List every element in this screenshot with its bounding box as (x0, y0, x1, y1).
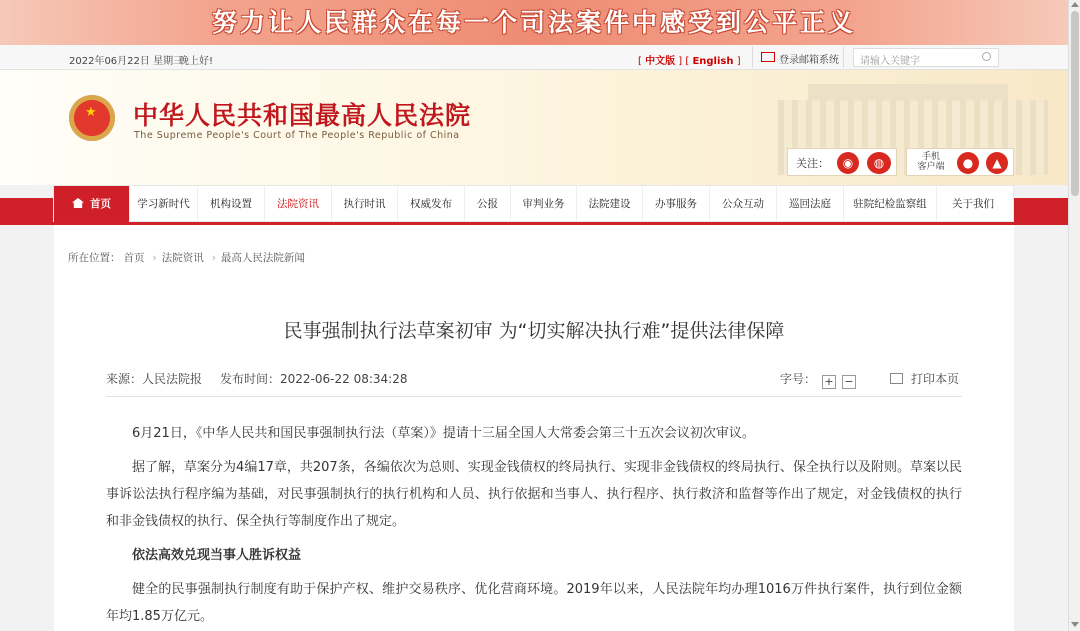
mail-login-link[interactable] (752, 46, 844, 68)
print-label: 打印本页 (911, 372, 960, 386)
follow-panel (787, 148, 897, 176)
wechat-icon[interactable]: ◍ (867, 152, 891, 174)
follow-label: 关注： (796, 157, 829, 170)
nav-label: 机构设置 (210, 198, 252, 210)
nav-label: 驻院纪检监察组 (853, 198, 927, 210)
site-title-english: The Supreme People's Court of The People's Republic of China (134, 130, 460, 141)
nav-item-execution-news[interactable] (332, 186, 398, 222)
info-bar (0, 45, 1068, 70)
breadcrumb-home[interactable]: 首页 (123, 252, 145, 264)
nav-label: 执行时讯 (343, 198, 386, 210)
nav-item-organization[interactable] (198, 186, 265, 222)
article-paragraph: 6月21日，《中华人民共和国民事强制执行法（草案）》提请十三届全国人大常委会第三十五次会议初次审议。 (132, 426, 755, 441)
search-input[interactable] (853, 48, 999, 67)
nav-label: 权威发布 (410, 198, 452, 210)
breadcrumb-prefix: 所在位置： (68, 252, 121, 264)
envelope-icon (761, 52, 775, 62)
article-subheading: 依法高效兑现当事人胜诉权益 (132, 548, 302, 563)
search-placeholder: 请输入关键字 (860, 56, 920, 67)
scroll-down-icon[interactable] (1071, 622, 1079, 627)
breadcrumb (68, 250, 308, 265)
article-paragraph: 据了解，草案分为4编17章，共207条，各编依次为总则、实现金钱债权的终局执行、实现非金钱债权的终局执行、保全执行以及附则。草案以民事诉讼法执行程序编为基础，对民事强制执行的执行机构和人员、执行依据和当事人、执行程序、执行救济和监督等作出了规定，对金钱债权的执行和非金钱债权的执行、保全执行等制度作出了规定。 (106, 460, 962, 529)
scroll-up-icon[interactable] (1071, 2, 1079, 7)
lang-bracket-close: ] (736, 56, 741, 67)
nav-label: 法院资讯 (277, 198, 319, 210)
nav-item-home[interactable] (54, 186, 130, 222)
nav-item-study[interactable] (130, 186, 198, 222)
apple-icon[interactable]: ● (957, 152, 979, 174)
chevron-right-icon: › (152, 252, 157, 264)
lang-chinese-link[interactable]: 中文版 (645, 56, 676, 67)
article-paragraph: 健全的民事强制执行制度有助于保护产权、维护交易秩序、优化营商环境。2019年以来，人民法院年均办理1016万件执行案件，执行到位金额年均1.85万亿元。 (106, 582, 962, 624)
nav-label: 公众互动 (722, 198, 764, 210)
lang-english-link[interactable]: English (692, 56, 734, 67)
scrollbar-thumb[interactable] (1071, 11, 1079, 196)
nav-label: 学习新时代 (137, 198, 190, 210)
lang-bracket-mid: ] [ (678, 56, 690, 67)
nav-item-services[interactable] (643, 186, 710, 222)
article-title: 民事强制执行法草案初审 为“切实解决执行难”提供法律保障 (283, 320, 785, 342)
font-decrease-button[interactable]: − (842, 375, 856, 389)
site-title[interactable]: 中华人民共和国最高人民法院 (133, 101, 472, 130)
article-meta (106, 370, 407, 387)
nav-label: 审判业务 (522, 198, 565, 210)
vertical-scrollbar[interactable] (1068, 0, 1080, 631)
font-size-tool (780, 370, 856, 389)
mobile-client-panel (906, 148, 1014, 176)
nav-item-releases[interactable] (398, 186, 465, 222)
nav-item-court-news[interactable] (265, 186, 332, 222)
nav-label: 首页 (90, 198, 111, 210)
nav-label: 法院建设 (588, 198, 631, 210)
nav-label: 公报 (477, 198, 498, 210)
main-content (54, 225, 1014, 631)
nav-item-about[interactable] (937, 186, 1009, 222)
greeting: 晚上好! (179, 56, 214, 67)
main-nav (53, 185, 1014, 222)
current-date: 2022年06月22日 星期三 (69, 56, 184, 67)
font-size-label: 字号： (780, 372, 817, 386)
chevron-right-icon: › (211, 252, 216, 264)
nav-label: 关于我们 (952, 198, 994, 210)
nav-item-interaction[interactable] (710, 186, 777, 222)
nav-label: 办事服务 (655, 198, 697, 210)
article-body (106, 420, 962, 631)
home-icon (72, 198, 84, 208)
article-source: 来源：人民法院报 (106, 372, 203, 386)
divider (106, 396, 962, 397)
breadcrumb-spc-news[interactable]: 最高人民法院新闻 (220, 252, 305, 264)
language-switch (638, 52, 741, 67)
lang-bracket-open: [ (638, 56, 642, 67)
nav-item-trial[interactable] (511, 186, 577, 222)
nav-item-discipline[interactable] (844, 186, 937, 222)
android-icon[interactable]: ▲ (986, 152, 1008, 174)
top-banner (0, 0, 1068, 45)
banner-slogan: 努力让人民群众在每一个司法案件中感受到公平正义 (211, 8, 856, 37)
mail-login-label: 登录邮箱系统 (779, 55, 839, 66)
nav-label: 巡回法庭 (789, 198, 831, 210)
national-emblem-icon[interactable]: ★ (69, 95, 115, 141)
mobile-client-label[interactable] (913, 152, 949, 172)
article-publish-time: 发布时间：2022-06-22 08:34:28 (220, 372, 408, 386)
nav-item-gazette[interactable] (465, 186, 511, 222)
search-icon[interactable] (982, 52, 991, 61)
print-button[interactable] (890, 370, 959, 387)
printer-icon (890, 373, 903, 384)
weibo-icon[interactable]: ◉ (837, 152, 859, 174)
nav-item-court-building[interactable] (577, 186, 643, 222)
mobile-label-line2: 客户端 (917, 162, 945, 172)
nav-item-circuit[interactable] (777, 186, 844, 222)
font-increase-button[interactable]: + (822, 375, 836, 389)
breadcrumb-court-news[interactable]: 法院资讯 (161, 252, 204, 264)
mobile-label-line1: 手机 (921, 152, 940, 162)
